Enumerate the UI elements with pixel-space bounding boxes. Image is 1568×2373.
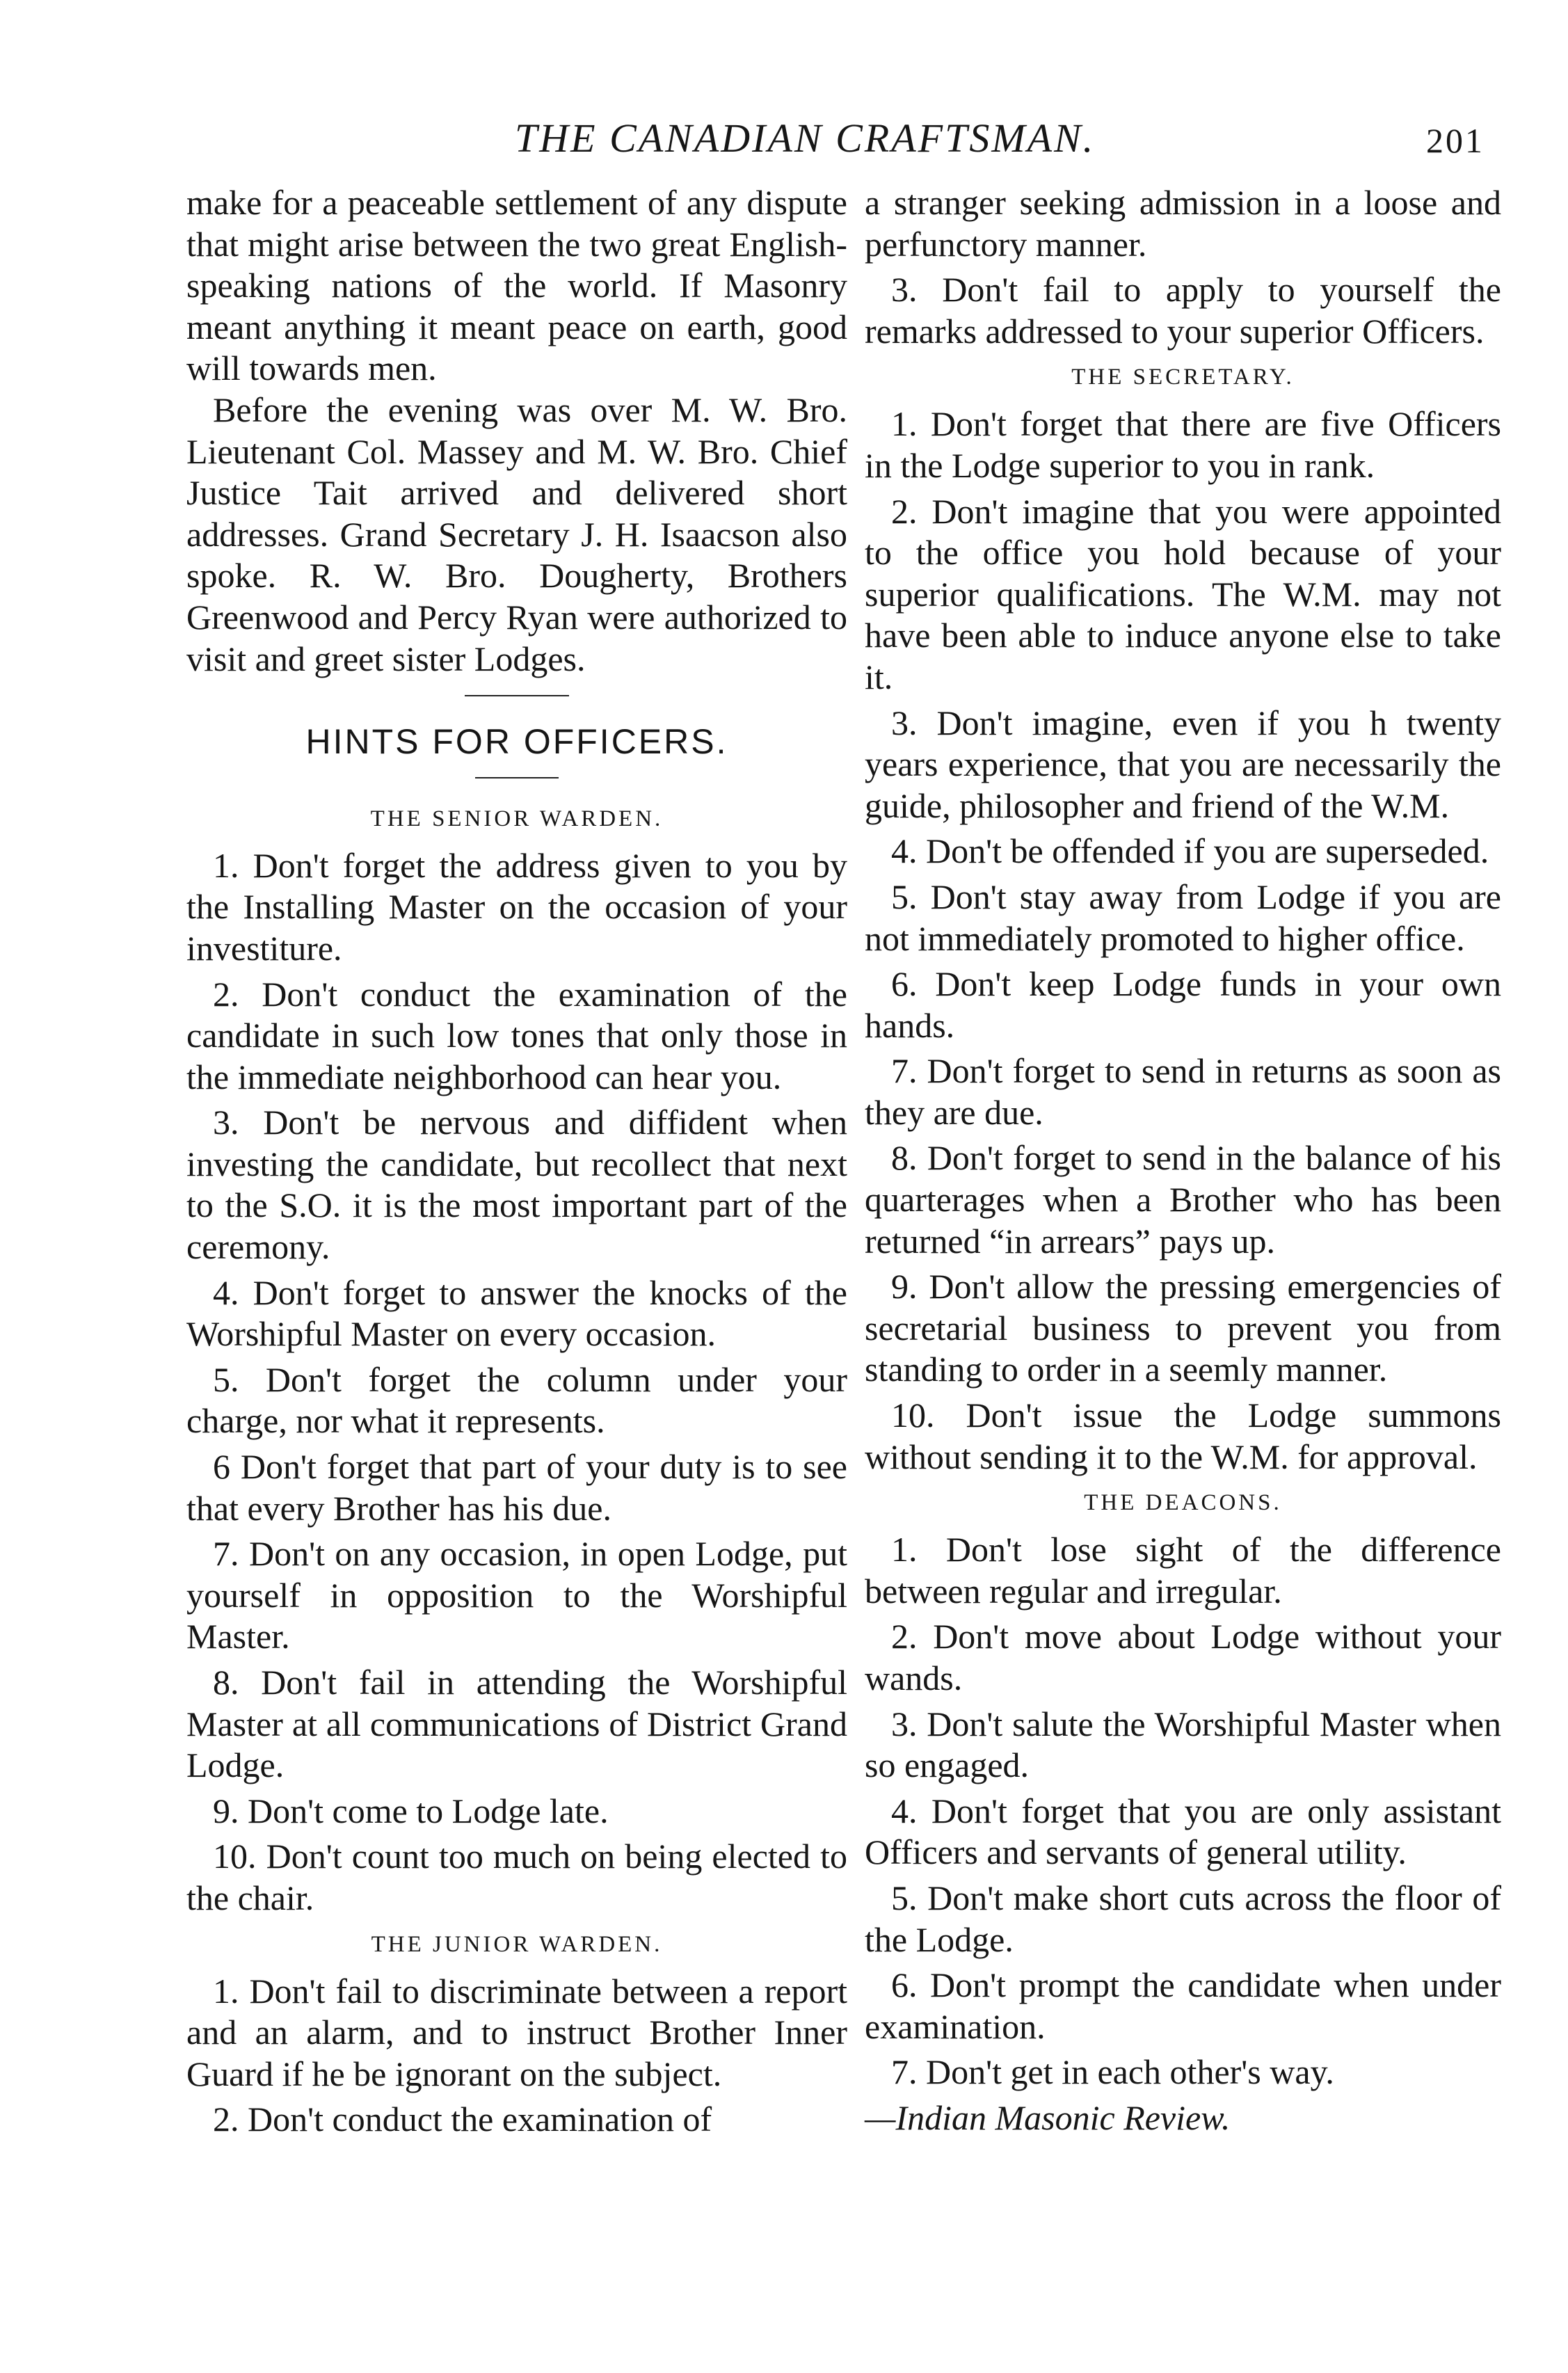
hint-item: 5. Don't stay away from Lodge if you are not immediately promoted to higher office. bbox=[865, 877, 1501, 958]
hint-item: 4. Don't forget to answer the knocks of the Worshipful Master on every occasion. bbox=[186, 1272, 847, 1354]
hint-item: 8. Don't fail in attending the Worshipful Master at all communications of District Grand Lodge. bbox=[186, 1663, 847, 1785]
hint-item: 9. Don't come to Lodge late. bbox=[213, 1791, 609, 1830]
left-column bbox=[186, 182, 847, 2141]
section-heading: THE SENIOR WARDEN. bbox=[370, 806, 664, 831]
hint-item: 10. Don't count too much on being elected to the chair. bbox=[186, 1837, 847, 1917]
hint-item: 6. Don't keep Lodge funds in your own hands. bbox=[865, 964, 1501, 1045]
hint-item: a stranger seeking admission in a loose and perfunctory manner. bbox=[865, 183, 1501, 264]
divider-rule bbox=[465, 695, 569, 696]
section-heading: THE JUNIOR WARDEN. bbox=[371, 1931, 663, 1957]
hint-item: 2. Don't imagine that you were appointed to the office you hold because of your superior qualifications. The W.M. may not have been able to induce anyone else to take it. bbox=[865, 491, 1501, 696]
hint-item: 8. Don't forget to send in the balance of his quarterages when a Brother who has been returned “in arrears” pays up. bbox=[865, 1138, 1501, 1261]
hint-item: 7. Don't get in each other's way. bbox=[891, 2052, 1334, 2092]
hint-item: 9. Don't allow the pressing emergencies of secretarial business to prevent you from standing to order in a seemly manner. bbox=[865, 1267, 1501, 1389]
running-head bbox=[0, 115, 1568, 170]
hint-item: 3. Don't fail to apply to yourself the remarks addressed to your superior Officers. bbox=[865, 270, 1501, 351]
hint-item: 1. Don't forget the address given to you by the Installing Master on the occasion of your investiture. bbox=[186, 845, 847, 968]
hint-item: 10. Don't issue the Lodge summons without sending it to the W.M. for approval. bbox=[865, 1396, 1501, 1476]
hint-item: 7. Don't forget to send in returns as soon as they are due. bbox=[865, 1051, 1501, 1132]
hint-item: 3. Don't imagine, even if you h twenty years experience, that you are necessarily the guide, philosopher and friend of the W.M. bbox=[865, 703, 1501, 825]
hint-item: 2. Don't conduct the examination of the candidate in such low tones that only those in the immediate neighborhood can hear you. bbox=[186, 974, 847, 1096]
journal-title: THE CANADIAN CRAFTSMAN. bbox=[515, 115, 1096, 161]
paragraph: Before the evening was over M. W. Bro. Lieutenant Col. Massey and M. W. Bro. Chief Justice Tait arrived and delivered short addresses. Grand Secretary J. H. Isaacson also spoke. R. W. Bro. Dougherty, Brothers Greenwood and Percy Ryan were authorized to visit and greet sister Lodges. bbox=[186, 390, 847, 678]
hint-item: 1. Don't fail to discriminate between a report and an alarm, and to instruct Brother Inner Guard if he be ignorant on the subject. bbox=[186, 1971, 847, 2093]
hint-item: 4. Don't be offended if you are superseded. bbox=[891, 831, 1489, 871]
hint-item: 3. Don't salute the Worshipful Master when so engaged. bbox=[865, 1704, 1501, 1785]
hint-item: 3. Don't be nervous and diffident when investing the candidate, but recollect that next to the S.O. it is the most important part of the ceremony. bbox=[186, 1103, 847, 1267]
hint-item: 1. Don't forget that there are five Officers in the Lodge superior to you in rank. bbox=[865, 404, 1501, 485]
source-attribution: —Indian Masonic Review. bbox=[865, 2098, 1231, 2137]
divider-rule bbox=[475, 777, 559, 778]
hint-item: 2. Don't conduct the examination of bbox=[213, 2100, 712, 2139]
hint-item: 6. Don't prompt the candidate when under examination. bbox=[865, 1965, 1501, 2046]
hint-item: 1. Don't lose sight of the difference between regular and irregular. bbox=[865, 1530, 1501, 1611]
article-title: HINTS FOR OFFICERS. bbox=[305, 722, 728, 762]
hint-item: 5. Don't forget the column under your charge, nor what it represents. bbox=[186, 1359, 847, 1441]
page-number: 201 bbox=[1426, 121, 1485, 160]
hint-item: 4. Don't forget that you are only assistant Officers and servants of general utility. bbox=[865, 1791, 1501, 1872]
hint-item: 5. Don't make short cuts across the floor of the Lodge. bbox=[865, 1878, 1501, 1959]
section-heading: THE SECRETARY. bbox=[1071, 365, 1295, 390]
right-column bbox=[865, 182, 1501, 2139]
hint-item: 2. Don't move about Lodge without your wands. bbox=[865, 1617, 1501, 1697]
section-heading: THE DEACONS. bbox=[1084, 1490, 1282, 1516]
paragraph: make for a peaceable settlement of any dispute that might arise between the two great English-speaking nations of the world. If Masonry meant anything it meant peace on earth, good will towards men. bbox=[186, 183, 847, 388]
hint-item: 6 Don't forget that part of your duty is to see that every Brother has his due. bbox=[186, 1447, 847, 1528]
hint-item: 7. Don't on any occasion, in open Lodge, put yourself in opposition to the Worshipful Master. bbox=[186, 1534, 847, 1656]
